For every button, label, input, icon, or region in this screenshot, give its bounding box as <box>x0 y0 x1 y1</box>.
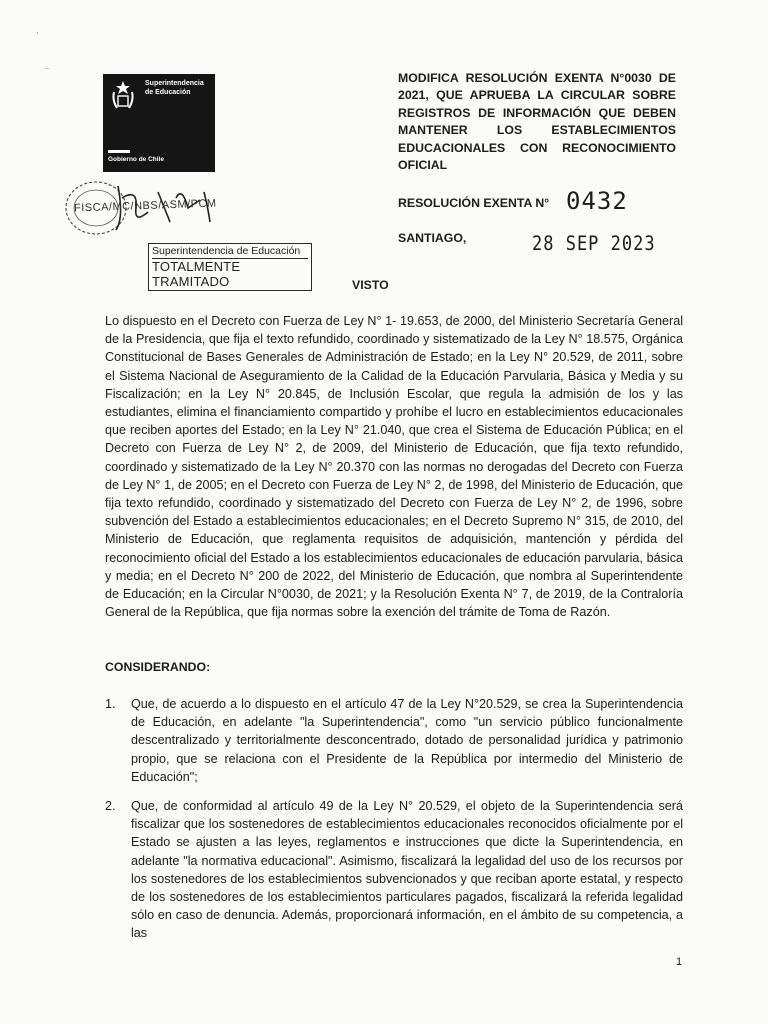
logo-government-label: Gobierno de Chile <box>108 156 164 163</box>
visto-paragraph: Lo dispuesto en el Decreto con Fuerza de Ley N° 1- 19.653, de 2000, del Ministerio Secretaría General de la Presidencia, que fija el texto refundido, coordinado y sistematizado de la Ley N° 18.575, Orgánica Constitucional de Bases Generales de Administración de Estado; en la Ley N° 20.529, de 2011, sobre el Sistema Nacional de Aseguramiento de la Calidad de la Educación Parvularia, Básica y Media y su Fiscalización; en la Ley N° 20.845, de Inclusión Escolar, que regula la admisión de los y las estudiantes, elimina el financiamiento compartido y prohíbe el lucro en establecimientos educacionales que reciben aportes del Estado; en la Ley N° 21.040, que crea el Sistema de Educación Pública; en el Decreto con Fuerza de Ley N° 2, de 2009, del Ministerio de Educación, que fija texto refundido, coordinado y sistematizado de la Ley N° 20.370 con las normas no derogadas del Decreto con Fuerza de Ley N° 1, de 2005; en el Decreto con Fuerza de Ley N° 2, de 1998, del Ministerio de Educación, que fija texto refundido, coordinado y sistematizado del Decreto con Fuerza de Ley N° 2, de 1996, sobre subvención del Estado a establecimientos educacionales; en el Decreto Supremo N° 315, de 2010, del Ministerio de Educación, que reglamenta requisitos de adquisición, mantención y pérdida del reconocimiento oficial del Estado a los establecimientos educacionales de educación parvularia, básica y media; en el Decreto N° 200 de 2022, del Ministerio de Educación, que nombra al Superintendente de Educación; en la Circular N°0030, de 2021; y la Resolución Exenta N° 7, de 2019, de la Contraloría General de la República, que fija normas sobre la exención del trámite de Toma de Razón. <box>105 314 683 620</box>
logo-org-line2: de Educación <box>145 88 191 96</box>
coat-of-arms-icon <box>108 78 138 112</box>
seal-reference-code: FISCA/MC/NBS/ASM/PCM <box>73 197 217 215</box>
item-text: Que, de conformidad al artículo 49 de la Ley N° 20.529, el objeto de la Superintendencia será fiscalizar que los sostenedores de establecimientos educacionales reconocidos oficialmente por el Estado se ajusten a las leyes, reglamentos e instrucciones que dicte la Superintendencia, en adelante "la normativa educacional". Asimismo, fiscalizará la legalidad del uso de los recursos por los sostenedores de los establecimientos subvencionados y que reciban aporte estatal, y respecto de los sostenedores de los establecimientos particulares pagados, fiscalizará la referida legalidad sólo en caso de denuncia. Además, proporcionará información, en el ámbito de su competencia, a las <box>131 799 683 941</box>
visto-heading: VISTO <box>352 278 389 292</box>
scan-speck: · <box>36 28 39 37</box>
scan-speck: ·· <box>44 64 50 73</box>
logo-org-name <box>145 80 204 97</box>
item-number: 2. <box>105 799 116 813</box>
logo-org-line1: Superintendencia <box>145 80 204 87</box>
page-number: 1 <box>676 956 683 968</box>
item-number: 1. <box>105 697 116 711</box>
resolution-label: RESOLUCIÓN EXENTA N° <box>398 196 550 210</box>
stamp-status: TOTALMENTE TRAMITADO <box>152 259 241 289</box>
resolution-number: 0432 <box>566 187 628 215</box>
logo-flag-bar <box>108 150 130 153</box>
processed-stamp <box>148 243 312 291</box>
considerando-heading: CONSIDERANDO: <box>105 660 211 674</box>
item-text: Que, de acuerdo a lo dispuesto en el artículo 47 de la Ley N°20.529, se crea la Superintendencia de Educación, en adelante "la Superintendencia", como "un servicio público funcionalmente descentralizado y territorialmente desconcentrado, dotado de personalidad jurídica y patrimonio propio, que se relaciona con el Presidente de la República por intermedio del Ministerio de Educación"; <box>131 697 683 784</box>
date-stamp: 28 SEP 2023 <box>532 232 656 256</box>
stamp-institution: Superintendencia de Educación <box>152 245 308 259</box>
document-title: MODIFICA RESOLUCIÓN EXENTA N°0030 DE 2021, QUE APRUEBA LA CIRCULAR SOBRE REGISTROS DE INFORMACIÓN QUE DEBEN MANTENER LOS ESTABLECIMIENTOS EDUCACIONALES CON RECONOCIMIENTO OFICIAL <box>398 71 676 173</box>
place-label: SANTIAGO, <box>398 231 467 245</box>
institution-logo <box>103 74 215 172</box>
